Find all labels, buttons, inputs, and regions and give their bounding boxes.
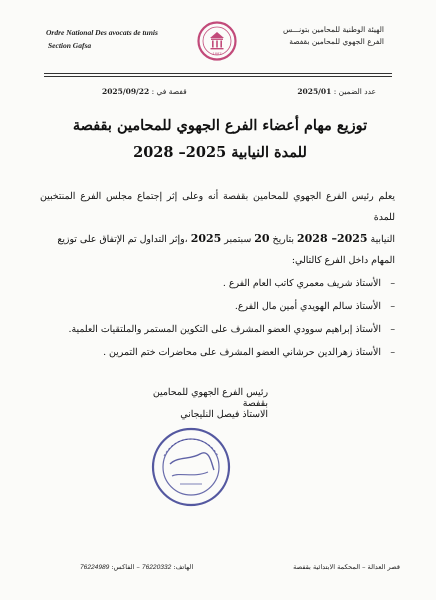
assignment-list — [50, 272, 395, 364]
body-line2-day: 20 — [254, 232, 270, 245]
bar-association-emblem-icon — [197, 21, 237, 61]
signature-name: الاستاذ فيصل النليجاني — [180, 409, 268, 420]
list-item: –الأستاذ شريف معمري كاتب العام الفرع . — [222, 278, 395, 289]
assignment-text: الأستاذ إبراهيم سوودي العضو المشرف على التكوين المستمر والملتقيات العلمية. — [68, 324, 381, 335]
official-round-stamp-icon — [150, 426, 232, 508]
header-left-line2: Section Gafsa — [48, 41, 92, 50]
footer-address: قصر العدالة – المحكمة الابتدائية بقفصة — [293, 563, 400, 571]
footer-fax-label: – الفاكس: — [111, 563, 140, 571]
document-title-line1: توزيع مهام أعضاء الفرع الجهوي للمحامين بقفصة — [72, 117, 368, 134]
body-line2-d: ،وإثر التداول تم الإتفاق على توزيع — [57, 234, 191, 245]
body-line1: يعلم رئيس الفرع الجهوي للمحامين بقفصة أنه وعلى إثر إجتماع مجلس الفرع المنتخبين للمدة — [40, 191, 395, 223]
footer-contact — [80, 563, 193, 571]
reference-date-label: قفصة في : — [151, 87, 187, 96]
signature-title: رئيس الفرع الجهوي للمحامين بقفصة — [152, 387, 268, 409]
body-paragraph — [40, 186, 395, 271]
list-item: –الأستاذ إبراهيم سوودي العضو المشرف على التكوين المستمر والملتقيات العلمية. — [68, 324, 395, 335]
footer-phone-label: الهاتف: — [173, 563, 194, 571]
header-left — [46, 26, 186, 52]
header-divider-bottom — [44, 76, 392, 77]
footer-phone-value: 76220332 — [141, 564, 172, 571]
body-line2-year: 2025 — [190, 232, 222, 245]
header-right-line2: الفرع الجهوي للمحامين بقفصة — [289, 37, 384, 46]
list-item: –الأستاذ سالم الهويدي أمين مال الفرع. — [234, 301, 395, 312]
header-right — [254, 24, 384, 48]
assignment-text: الأستاذ سالم الهويدي أمين مال الفرع. — [234, 301, 381, 312]
body-line2 — [40, 228, 395, 250]
body-line2-c: سبتمبر — [221, 234, 255, 245]
header-right-line1: الهيئة الوطنية للمحامين بتونـــس — [283, 25, 384, 34]
body-line2-b: بتاريخ — [269, 234, 297, 245]
reference-number-label: عدد الضمين : — [333, 87, 376, 96]
reference-date — [102, 87, 187, 96]
footer-fax-value: 76224989 — [80, 564, 110, 571]
header-divider-top — [44, 73, 392, 74]
reference-number — [297, 87, 376, 96]
body-line2-years: 2025– 2028 — [296, 232, 368, 245]
reference-date-value: 2025/09/22 — [102, 87, 150, 96]
logo-year: 1887 — [212, 51, 222, 56]
assignment-text: الأستاذ زهرالدين حرشاني العضو المشرف على محاضرات ختم التمرين . — [103, 347, 381, 358]
header-left-line1: Ordre National Des avocats de tunis — [46, 28, 158, 37]
list-item: –الأستاذ زهرالدين حرشاني العضو المشرف على محاضرات ختم التمرين . — [103, 347, 395, 358]
document-title-line2: للمدة النيابية 2025– 2028 — [133, 144, 307, 161]
body-line2-a: النيابية — [367, 234, 395, 245]
assignment-text: الأستاذ شريف معمري كاتب العام الفرع . — [222, 278, 381, 289]
body-line3: المهام داخل الفرع كالتالي: — [291, 255, 395, 266]
reference-number-value: 2025/01 — [297, 87, 332, 96]
